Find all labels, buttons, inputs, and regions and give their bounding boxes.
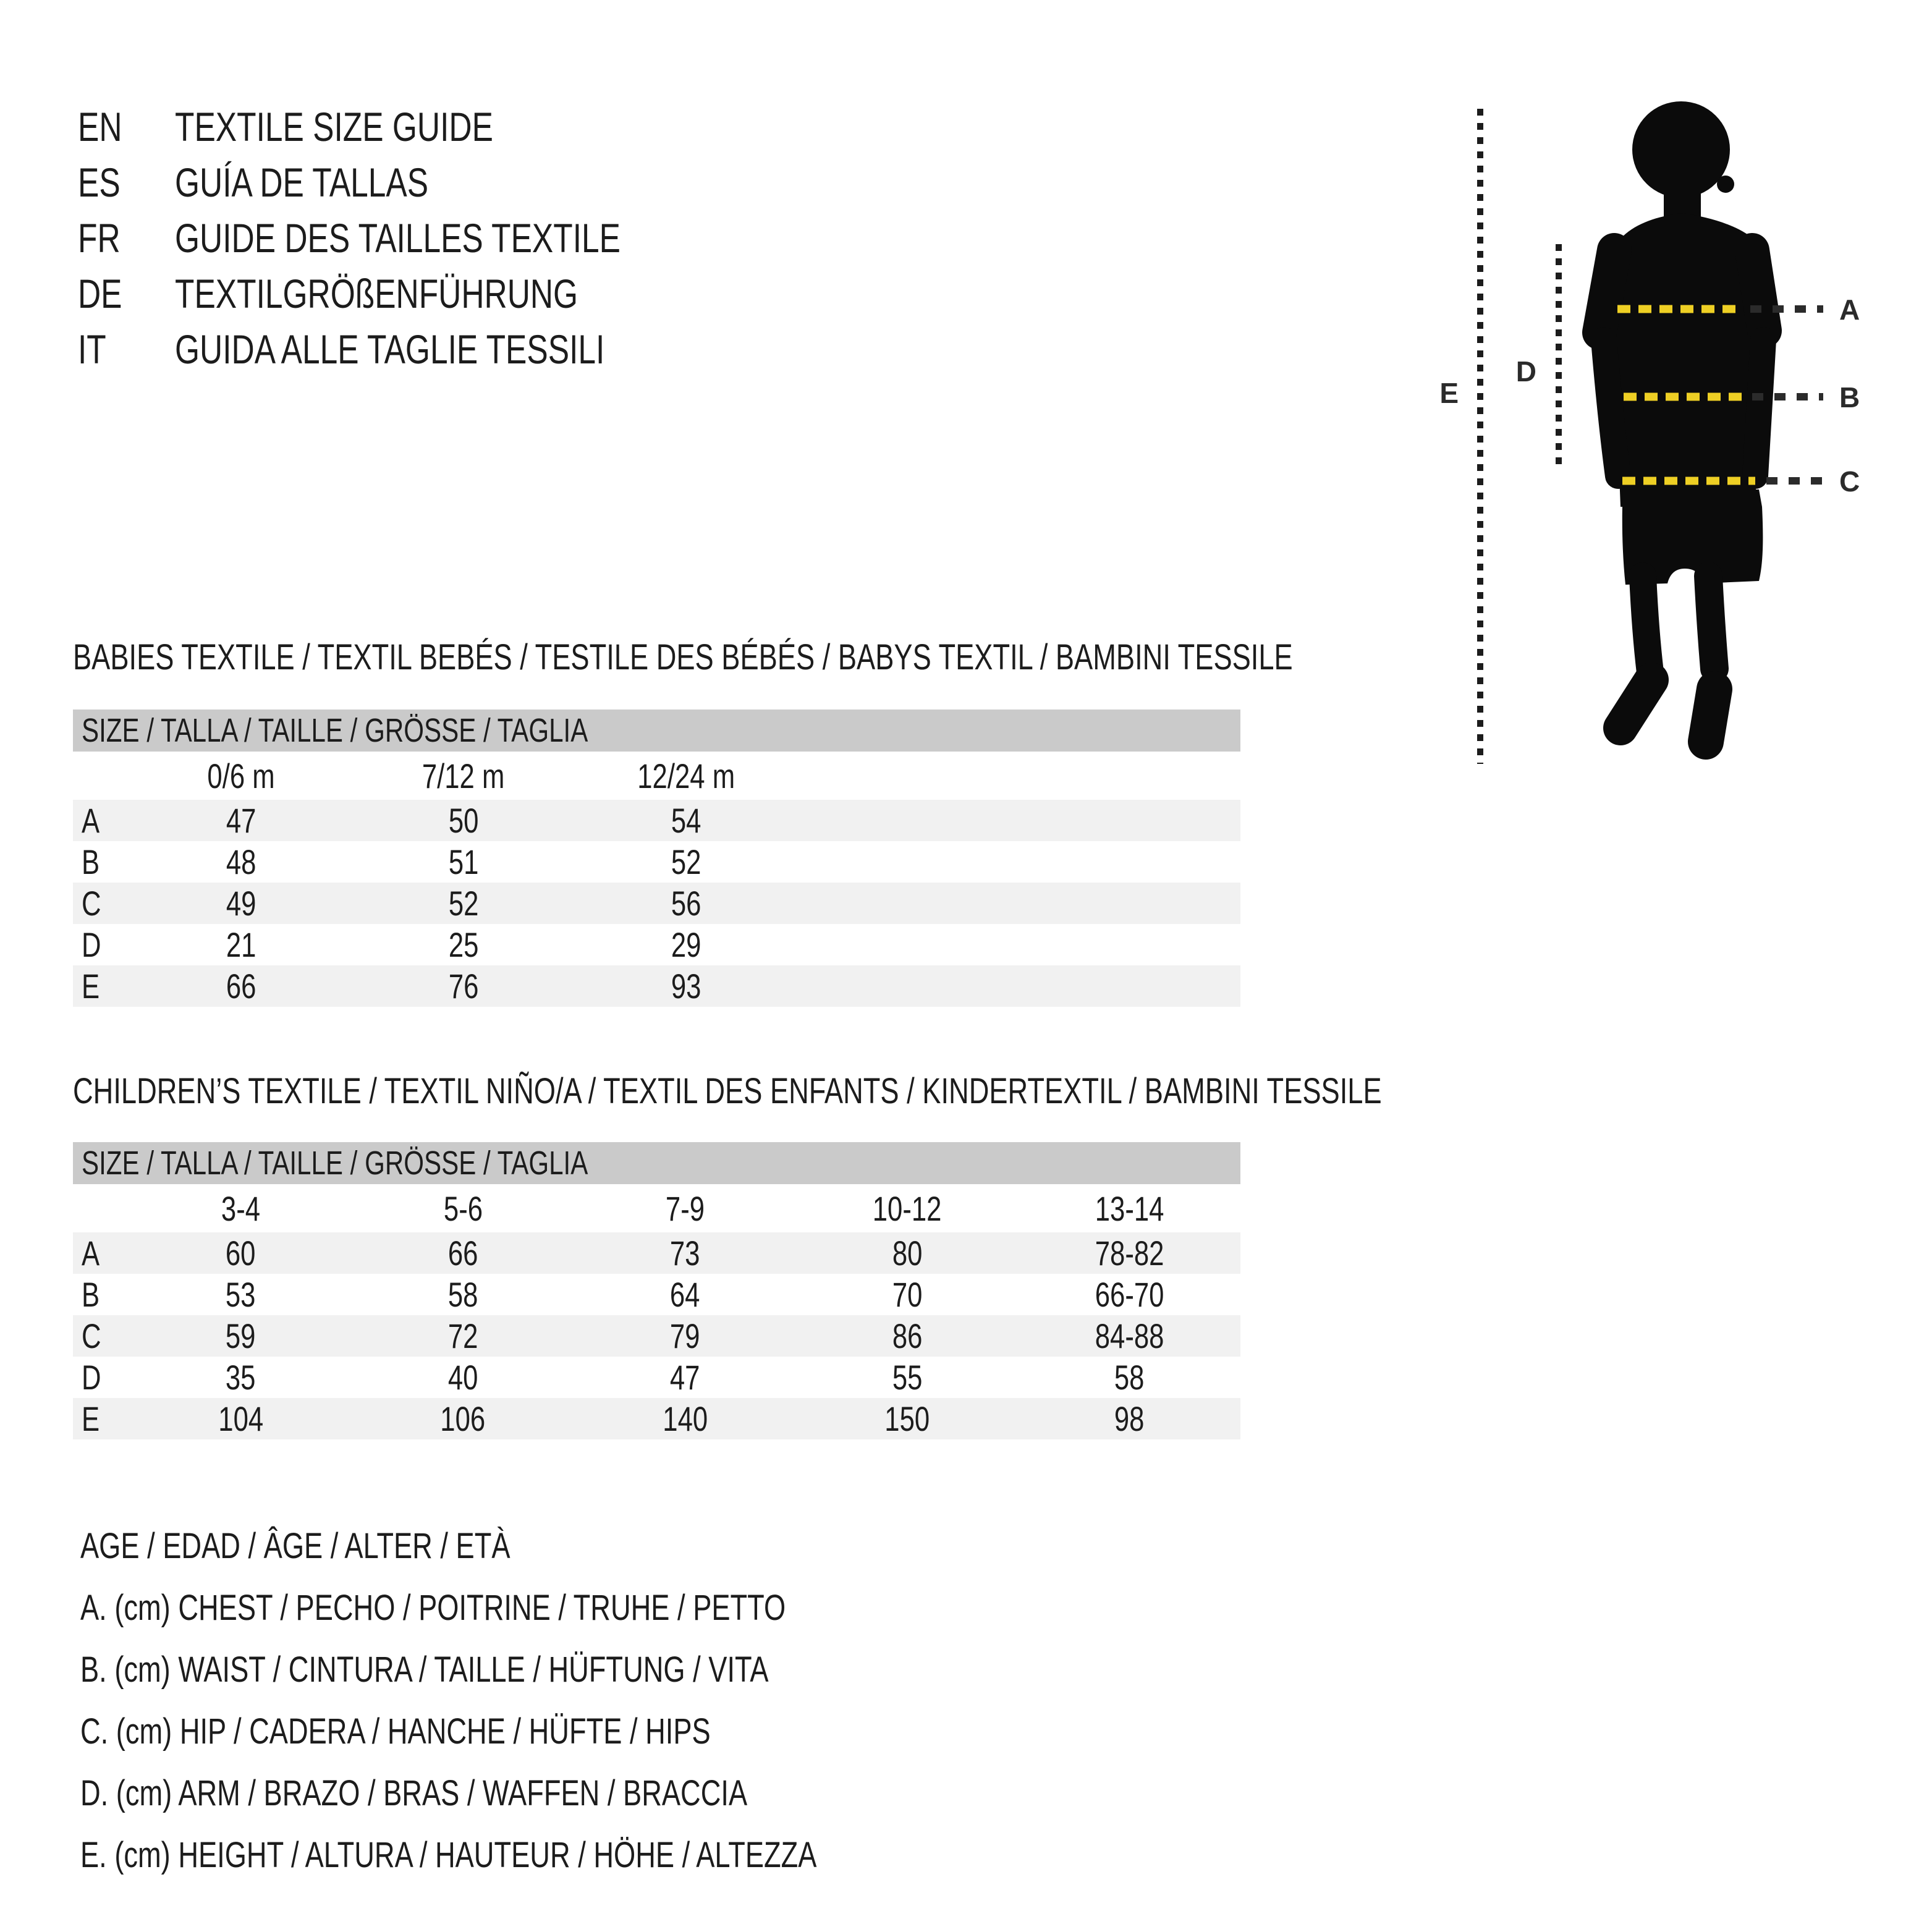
row-label: B [82, 1275, 100, 1314]
table-cell: 84-88 [1095, 1316, 1164, 1355]
legend-line-d: D. (cm) ARM / BRAZO / BRAS / WAFFEN / BRACCIA [80, 1773, 748, 1813]
row-label: A [82, 801, 100, 840]
table-cell: 80 [892, 1234, 923, 1273]
language-code: FR [78, 215, 121, 261]
table-cell: 73 [670, 1234, 700, 1273]
row-label: E [82, 1399, 100, 1438]
column-header-row [73, 752, 1240, 800]
language-code: ES [78, 159, 121, 205]
table-row [73, 883, 1240, 924]
children-section-heading: CHILDREN’S TEXTILE / TEXTIL NIÑO/A / TEXTIL DES ENFANTS / KINDERTEXTIL / BAMBINI TESSILE [73, 1071, 1382, 1111]
language-title: GUIDA ALLE TAGLIE TESSILI [175, 326, 605, 372]
table-row [73, 965, 1240, 1007]
table-cell: 79 [670, 1316, 700, 1355]
figure-label-e: E [1439, 377, 1459, 409]
legend-line-b: B. (cm) WAIST / CINTURA / TAILLE / HÜFTUNG / VITA [80, 1650, 769, 1690]
measurement-figure [1421, 74, 1932, 791]
table-cell: 52 [671, 842, 701, 881]
figure-label-a: A [1839, 294, 1860, 326]
legend-line-age: AGE / EDAD / ÂGE / ALTER / ETÀ [80, 1526, 511, 1566]
table-row [73, 1274, 1240, 1315]
column-header: 7/12 m [422, 756, 505, 795]
table-row [73, 1315, 1240, 1357]
table-row [73, 924, 1240, 965]
table-cell: 56 [671, 884, 701, 923]
size-header-band: SIZE / TALLA / TAILLE / GRÖSSE / TAGLIA [73, 710, 1240, 752]
row-label: B [82, 842, 100, 881]
table-cell: 93 [671, 967, 701, 1006]
table-cell: 60 [226, 1234, 256, 1273]
language-code: DE [78, 271, 122, 316]
table-cell: 86 [892, 1316, 923, 1355]
table-row [73, 1232, 1240, 1274]
column-header: 7-9 [665, 1188, 705, 1228]
table-row [73, 1357, 1240, 1398]
language-title: GUÍA DE TALLAS [175, 159, 429, 205]
table-cell: 25 [448, 925, 479, 964]
babies-size-table [73, 710, 1240, 1007]
row-label: D [82, 1358, 101, 1397]
table-cell: 59 [226, 1316, 256, 1355]
table-row [73, 841, 1240, 883]
table-cell: 48 [226, 842, 256, 881]
figure-label-d: D [1515, 355, 1536, 388]
column-header: 5-6 [443, 1188, 483, 1228]
table-cell: 53 [226, 1275, 256, 1314]
column-header: 13-14 [1095, 1188, 1164, 1228]
column-header-row [73, 1184, 1240, 1232]
table-cell: 58 [447, 1275, 478, 1314]
table-cell: 98 [1114, 1399, 1145, 1438]
row-label: C [82, 884, 101, 923]
table-cell: 76 [448, 967, 479, 1006]
table-row [73, 1398, 1240, 1439]
legend-line-c: C. (cm) HIP / CADERA / HANCHE / HÜFTE / HIPS [80, 1711, 711, 1752]
table-cell: 49 [226, 884, 256, 923]
figure-label-c: C [1839, 465, 1860, 498]
table-cell: 140 [662, 1399, 708, 1438]
table-cell: 70 [892, 1275, 923, 1314]
table-cell: 21 [226, 925, 256, 964]
table-cell: 150 [884, 1399, 930, 1438]
table-cell: 47 [226, 801, 256, 840]
language-title: TEXTILGRÖßENFÜHRUNG [175, 271, 578, 316]
language-code: EN [78, 104, 122, 150]
table-cell: 50 [448, 801, 479, 840]
table-cell: 54 [671, 801, 701, 840]
column-header: 12/24 m [637, 756, 735, 795]
column-header: 3-4 [221, 1188, 261, 1228]
babies-section-heading: BABIES TEXTILE / TEXTIL BEBÉS / TESTILE DES BÉBÉS / BABYS TEXTIL / BAMBINI TESSILE [73, 637, 1293, 677]
table-cell: 78-82 [1095, 1234, 1164, 1273]
table-cell: 55 [892, 1358, 923, 1397]
size-header-band: SIZE / TALLA / TAILLE / GRÖSSE / TAGLIA [73, 1142, 1240, 1184]
table-cell: 66 [226, 967, 256, 1006]
column-header: 10-12 [872, 1188, 942, 1228]
table-cell: 51 [448, 842, 479, 881]
table-cell: 66-70 [1095, 1275, 1164, 1314]
table-cell: 64 [670, 1275, 700, 1314]
legend-line-e: E. (cm) HEIGHT / ALTURA / HAUTEUR / HÖHE / ALTEZZA [80, 1835, 817, 1875]
legend-line-a: A. (cm) CHEST / PECHO / POITRINE / TRUHE / PETTO [80, 1588, 786, 1628]
language-title: TEXTILE SIZE GUIDE [175, 104, 493, 150]
table-cell: 66 [447, 1234, 478, 1273]
figure-label-b: B [1839, 381, 1860, 413]
row-label: D [82, 925, 101, 964]
table-cell: 40 [447, 1358, 478, 1397]
row-label: C [82, 1316, 101, 1355]
table-cell: 29 [671, 925, 701, 964]
column-header: 0/6 m [207, 756, 275, 795]
table-cell: 35 [226, 1358, 256, 1397]
row-label: A [82, 1234, 100, 1273]
language-code: IT [78, 326, 106, 372]
table-cell: 106 [440, 1399, 486, 1438]
table-cell: 58 [1114, 1358, 1145, 1397]
table-row [73, 800, 1240, 841]
row-label: E [82, 967, 100, 1006]
children-size-table [73, 1142, 1240, 1439]
child-silhouette-diagram [1421, 74, 1932, 791]
language-title: GUIDE DES TAILLES TEXTILE [175, 215, 621, 261]
table-cell: 47 [670, 1358, 700, 1397]
table-cell: 52 [448, 884, 479, 923]
table-cell: 72 [447, 1316, 478, 1355]
table-cell: 104 [218, 1399, 264, 1438]
